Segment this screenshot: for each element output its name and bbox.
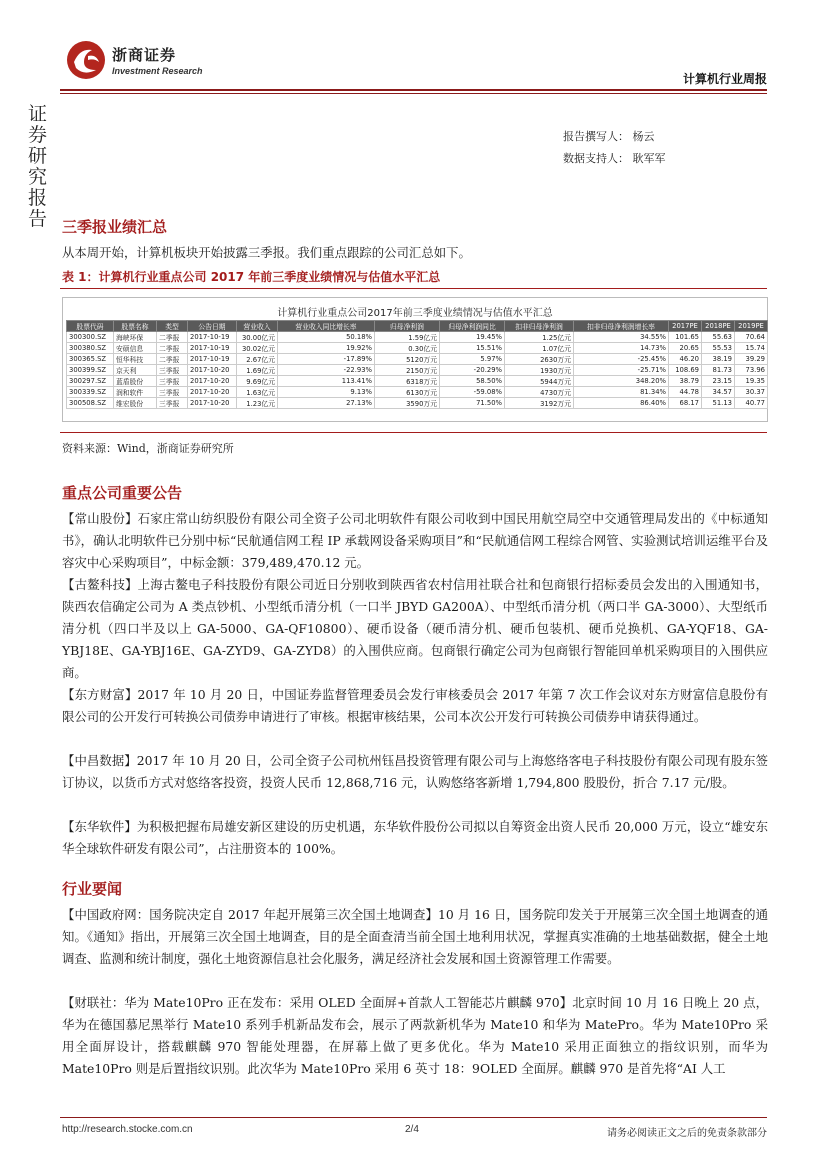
table-cell: 2630万元 (505, 354, 574, 365)
source-rule (60, 432, 767, 433)
table-cell: 三季报 (157, 387, 188, 398)
table-cell: 30.37 (735, 387, 768, 398)
table-cell: 3192万元 (505, 398, 574, 409)
footer-rule (60, 1117, 767, 1118)
table-cell: 300365.SZ (67, 354, 114, 365)
section-title-announcements: 重点公司重要公告 (62, 484, 183, 502)
table-cell: 三季报 (157, 365, 188, 376)
side-label: 证 券 研 究 报 告 (28, 103, 48, 230)
table-cell: 海峡环保 (114, 332, 157, 343)
table-cell: 2017-10-19 (188, 332, 237, 343)
table-cell: 9.69亿元 (237, 376, 278, 387)
table-cell: 1.63亿元 (237, 387, 278, 398)
table-row (67, 354, 768, 365)
table-row (67, 398, 768, 409)
table-cell: 5944万元 (505, 376, 574, 387)
table-cell: 27.13% (278, 398, 375, 409)
table-cell: 2017-10-20 (188, 398, 237, 409)
table-cell: 38.79 (669, 376, 702, 387)
earnings-table (66, 320, 768, 409)
table-cell: 39.29 (735, 354, 768, 365)
footer-url[interactable]: http://research.stocke.com.cn (62, 1124, 193, 1135)
table-cell: 46.20 (669, 354, 702, 365)
col-header: 2017PE (669, 321, 702, 332)
table-cell: 0.30亿元 (375, 343, 440, 354)
table-cell: -59.08% (440, 387, 505, 398)
table-cell: 5.97% (440, 354, 505, 365)
table-cell: 二季报 (157, 332, 188, 343)
report-type: 计算机行业周报 (682, 72, 767, 86)
col-header: 股票代码 (67, 321, 114, 332)
col-header: 扣非归母净利润 (505, 321, 574, 332)
table-cell: 51.13 (702, 398, 735, 409)
table-cell: -20.29% (440, 365, 505, 376)
table-cell: 2017-10-20 (188, 387, 237, 398)
table-cell: 34.55% (574, 332, 669, 343)
table-row (67, 343, 768, 354)
table-cell: 14.73% (574, 343, 669, 354)
announcement-2: 【古鳌科技】上海古鳌电子科技股份有限公司近日分别收到陕西省农村信用社联合社和包商银行招标委员会发出的入围通知书，陕西农信确定公司为 A 类点钞机、小型纸币清分机（一口半 JBYD GA200A）、中型纸币清分机（两口半 GA-3000）、大型纸币清分机（四口半及以上 GA-5000、GA-QF10800）、硬币设备（硬币清分机、硬币包装机、硬币兑换机、GA-YQF18、GA-YBJ18E、GA-YBJ16E、GA-ZYD9、GA-ZYD8）的入围供应商。包商银行确定公司为包商银行智能回单机采购项目的入围供应商。 (62, 577, 769, 680)
news-2: 【财联社：华为 Mate10Pro 正在发布：采用 OLED 全面屏+首款人工智能芯片麒麟 970】北京时间 10 月 16 日晚上 20 点，华为在德国慕尼黑举行 Mate10 系列手机新品发布会，展示了两款新机华为 Mate10 和华为 MatePro。华为 Mate10Pro 采用全面屏设计，搭载麒麟 970 智能处理器，在屏幕上做了更多优化。华为 Mate10 采用正面独立的指纹识别，而华为 Mate10Pro 则是后置指纹识别。此次华为 Mate10Pro 采用 6 英寸 18：9OLED 全面屏。麒麟 970 是首先将“AI 人工 (62, 995, 769, 1076)
table-cell: 恒华科技 (114, 354, 157, 365)
table-cell: 蓝盾股份 (114, 376, 157, 387)
table-cell: 15.74 (735, 343, 768, 354)
table-cell: 19.45% (440, 332, 505, 343)
table-cell: 9.13% (278, 387, 375, 398)
table-cell: 安硕信息 (114, 343, 157, 354)
table-cell: 5120万元 (375, 354, 440, 365)
table-cell: 70.64 (735, 332, 768, 343)
table-cell: 300339.SZ (67, 387, 114, 398)
section-title-industry-news: 行业要闻 (62, 880, 123, 898)
col-header: 公告日期 (188, 321, 237, 332)
caption-rule (60, 288, 767, 289)
table-cell: 19.35 (735, 376, 768, 387)
table-cell: 55.63 (702, 332, 735, 343)
table-cell: 58.50% (440, 376, 505, 387)
table-cell: 1.59亿元 (375, 332, 440, 343)
table-cell: 300399.SZ (67, 365, 114, 376)
table-cell: 300508.SZ (67, 398, 114, 409)
table-row (67, 376, 768, 387)
table-row (67, 387, 768, 398)
table-cell: 108.69 (669, 365, 702, 376)
table-cell: 6130万元 (375, 387, 440, 398)
logo-text-cn: 浙商证券 (112, 46, 177, 64)
table-cell: 300300.SZ (67, 332, 114, 343)
table-cell: 44.78 (669, 387, 702, 398)
table-cell: 81.73 (702, 365, 735, 376)
table-cell: 300297.SZ (67, 376, 114, 387)
table-cell: 2150万元 (375, 365, 440, 376)
table-cell: -25.71% (574, 365, 669, 376)
col-header: 扣非归母净利润增长率 (574, 321, 669, 332)
table-cell: 300380.SZ (67, 343, 114, 354)
table-cell: 73.96 (735, 365, 768, 376)
table-cell: 38.19 (702, 354, 735, 365)
table-cell: 19.92% (278, 343, 375, 354)
author-support: 数据支持人： 耿军军 (563, 152, 666, 165)
table-cell: 81.34% (574, 387, 669, 398)
table-cell: 1.07亿元 (505, 343, 574, 354)
table-cell: 15.51% (440, 343, 505, 354)
col-header: 2018PE (702, 321, 735, 332)
col-header: 股票名称 (114, 321, 157, 332)
table-row (67, 365, 768, 376)
table-cell: -25.45% (574, 354, 669, 365)
table-cell: 86.40% (574, 398, 669, 409)
table-cell: 二季报 (157, 354, 188, 365)
news-1: 【中国政府网：国务院决定自 2017 年起开展第三次全国土地调查】10 月 16 日，国务院印发关于开展第三次全国土地调查的通知。《通知》指出，开展第三次全国土地调查，目的是全面查清当前全国土地利用状况，掌握真实准确的土地基础数据，健全土地调查、监测和统计制度，强化土地资源信息社会化服务，满足经济社会发展和国土资源管理工作需要。 (62, 907, 768, 966)
col-header: 类型 (157, 321, 188, 332)
table-cell: 50.18% (278, 332, 375, 343)
table-cell: -17.89% (278, 354, 375, 365)
table-cell: 三季报 (157, 398, 188, 409)
table-cell: 30.02亿元 (237, 343, 278, 354)
page-number: 2/4 (405, 1124, 419, 1135)
table-header-row (67, 321, 768, 332)
table-cell: -22.93% (278, 365, 375, 376)
table-caption: 表 1：计算机行业重点公司 2017 年前三季度业绩情况与估值水平汇总 (62, 270, 441, 284)
table-cell: 55.53 (702, 343, 735, 354)
table-cell: 4730万元 (505, 387, 574, 398)
table-cell: 113.41% (278, 376, 375, 387)
table-cell: 2017-10-19 (188, 354, 237, 365)
table-title: 计算机行业重点公司2017年前三季度业绩情况与估值水平汇总 (277, 308, 553, 319)
section-intro: 从本周开始，计算机板块开始披露三季报。我们重点跟踪的公司汇总如下。 (62, 245, 471, 260)
table-cell: 京天利 (114, 365, 157, 376)
table-cell: 6318万元 (375, 376, 440, 387)
col-header: 归母净利润同比 (440, 321, 505, 332)
table-cell: 润和软件 (114, 387, 157, 398)
table-cell: 3590万元 (375, 398, 440, 409)
logo-text-en: Investment Research (112, 66, 203, 76)
table-cell: 2.67亿元 (237, 354, 278, 365)
table-cell: 1.69亿元 (237, 365, 278, 376)
table-cell: 20.65 (669, 343, 702, 354)
table-cell: 2017-10-20 (188, 365, 237, 376)
col-header: 营业收入同比增长率 (278, 321, 375, 332)
announcement-4: 【中昌数据】2017 年 10 月 20 日，公司全资子公司杭州钰昌投资管理有限公司与上海悠络客电子科技股份有限公司现有股东签订协议，以货币方式对悠络客投资，投资人民币 12,868,716 元，认购悠络客新增 1,794,800 股股份，折合 7.17 元/股。 (62, 753, 769, 790)
logo-icon (66, 40, 106, 80)
announcement-5: 【东华软件】为积极把握布局雄安新区建设的历史机遇，东华软件股份公司拟以自筹资金出资人民币 20,000 万元，设立“雄安东华全球软件研发有限公司”，占注册资本的 100%。 (62, 819, 769, 856)
table-cell: 1.23亿元 (237, 398, 278, 409)
table-cell: 34.57 (702, 387, 735, 398)
table-cell: 1930万元 (505, 365, 574, 376)
table-cell: 2017-10-20 (188, 376, 237, 387)
col-header: 营业收入 (237, 321, 278, 332)
section-title-q3: 三季报业绩汇总 (62, 218, 168, 236)
table-cell: 二季报 (157, 343, 188, 354)
table-cell: 348.20% (574, 376, 669, 387)
table-cell: 23.15 (702, 376, 735, 387)
header-rule-thin (60, 93, 767, 94)
table-cell: 维宏股份 (114, 398, 157, 409)
table-row (67, 332, 768, 343)
table-source: 资料来源：Wind，浙商证券研究所 (62, 442, 234, 455)
col-header: 归母净利润 (375, 321, 440, 332)
table-cell: 30.00亿元 (237, 332, 278, 343)
table-cell: 40.77 (735, 398, 768, 409)
table-cell: 2017-10-19 (188, 343, 237, 354)
author-writer: 报告撰写人： 杨云 (563, 130, 655, 143)
footer-disclaimer: 请务必阅读正文之后的免责条款部分 (607, 1128, 767, 1139)
header-rule (60, 89, 767, 91)
announcement-1: 【常山股份】石家庄常山纺织股份有限公司全资子公司北明软件有限公司收到中国民用航空局空中交通管理局发出的《中标通知书》，确认北明软件已分别中标“民航通信网工程 IP 承载网设备采购项目”和“民航通信网工程综合网管、实验测试培训运维平台及容灾中心采购项目”，中标金额：379,489,470.12 元。 (62, 511, 769, 570)
table-cell: 1.25亿元 (505, 332, 574, 343)
table-cell: 71.50% (440, 398, 505, 409)
table-cell: 68.17 (669, 398, 702, 409)
table-cell: 三季报 (157, 376, 188, 387)
table-cell: 101.65 (669, 332, 702, 343)
announcement-3: 【东方财富】2017 年 10 月 20 日，中国证券监督管理委员会发行审核委员会 2017 年第 7 次工作会议对东方财富信息股份有限公司的公开发行可转换公司债券申请进行了审核。根据审核结果，公司本次公开发行可转换公司债券申请获得通过。 (62, 687, 768, 724)
col-header: 2019PE (735, 321, 768, 332)
